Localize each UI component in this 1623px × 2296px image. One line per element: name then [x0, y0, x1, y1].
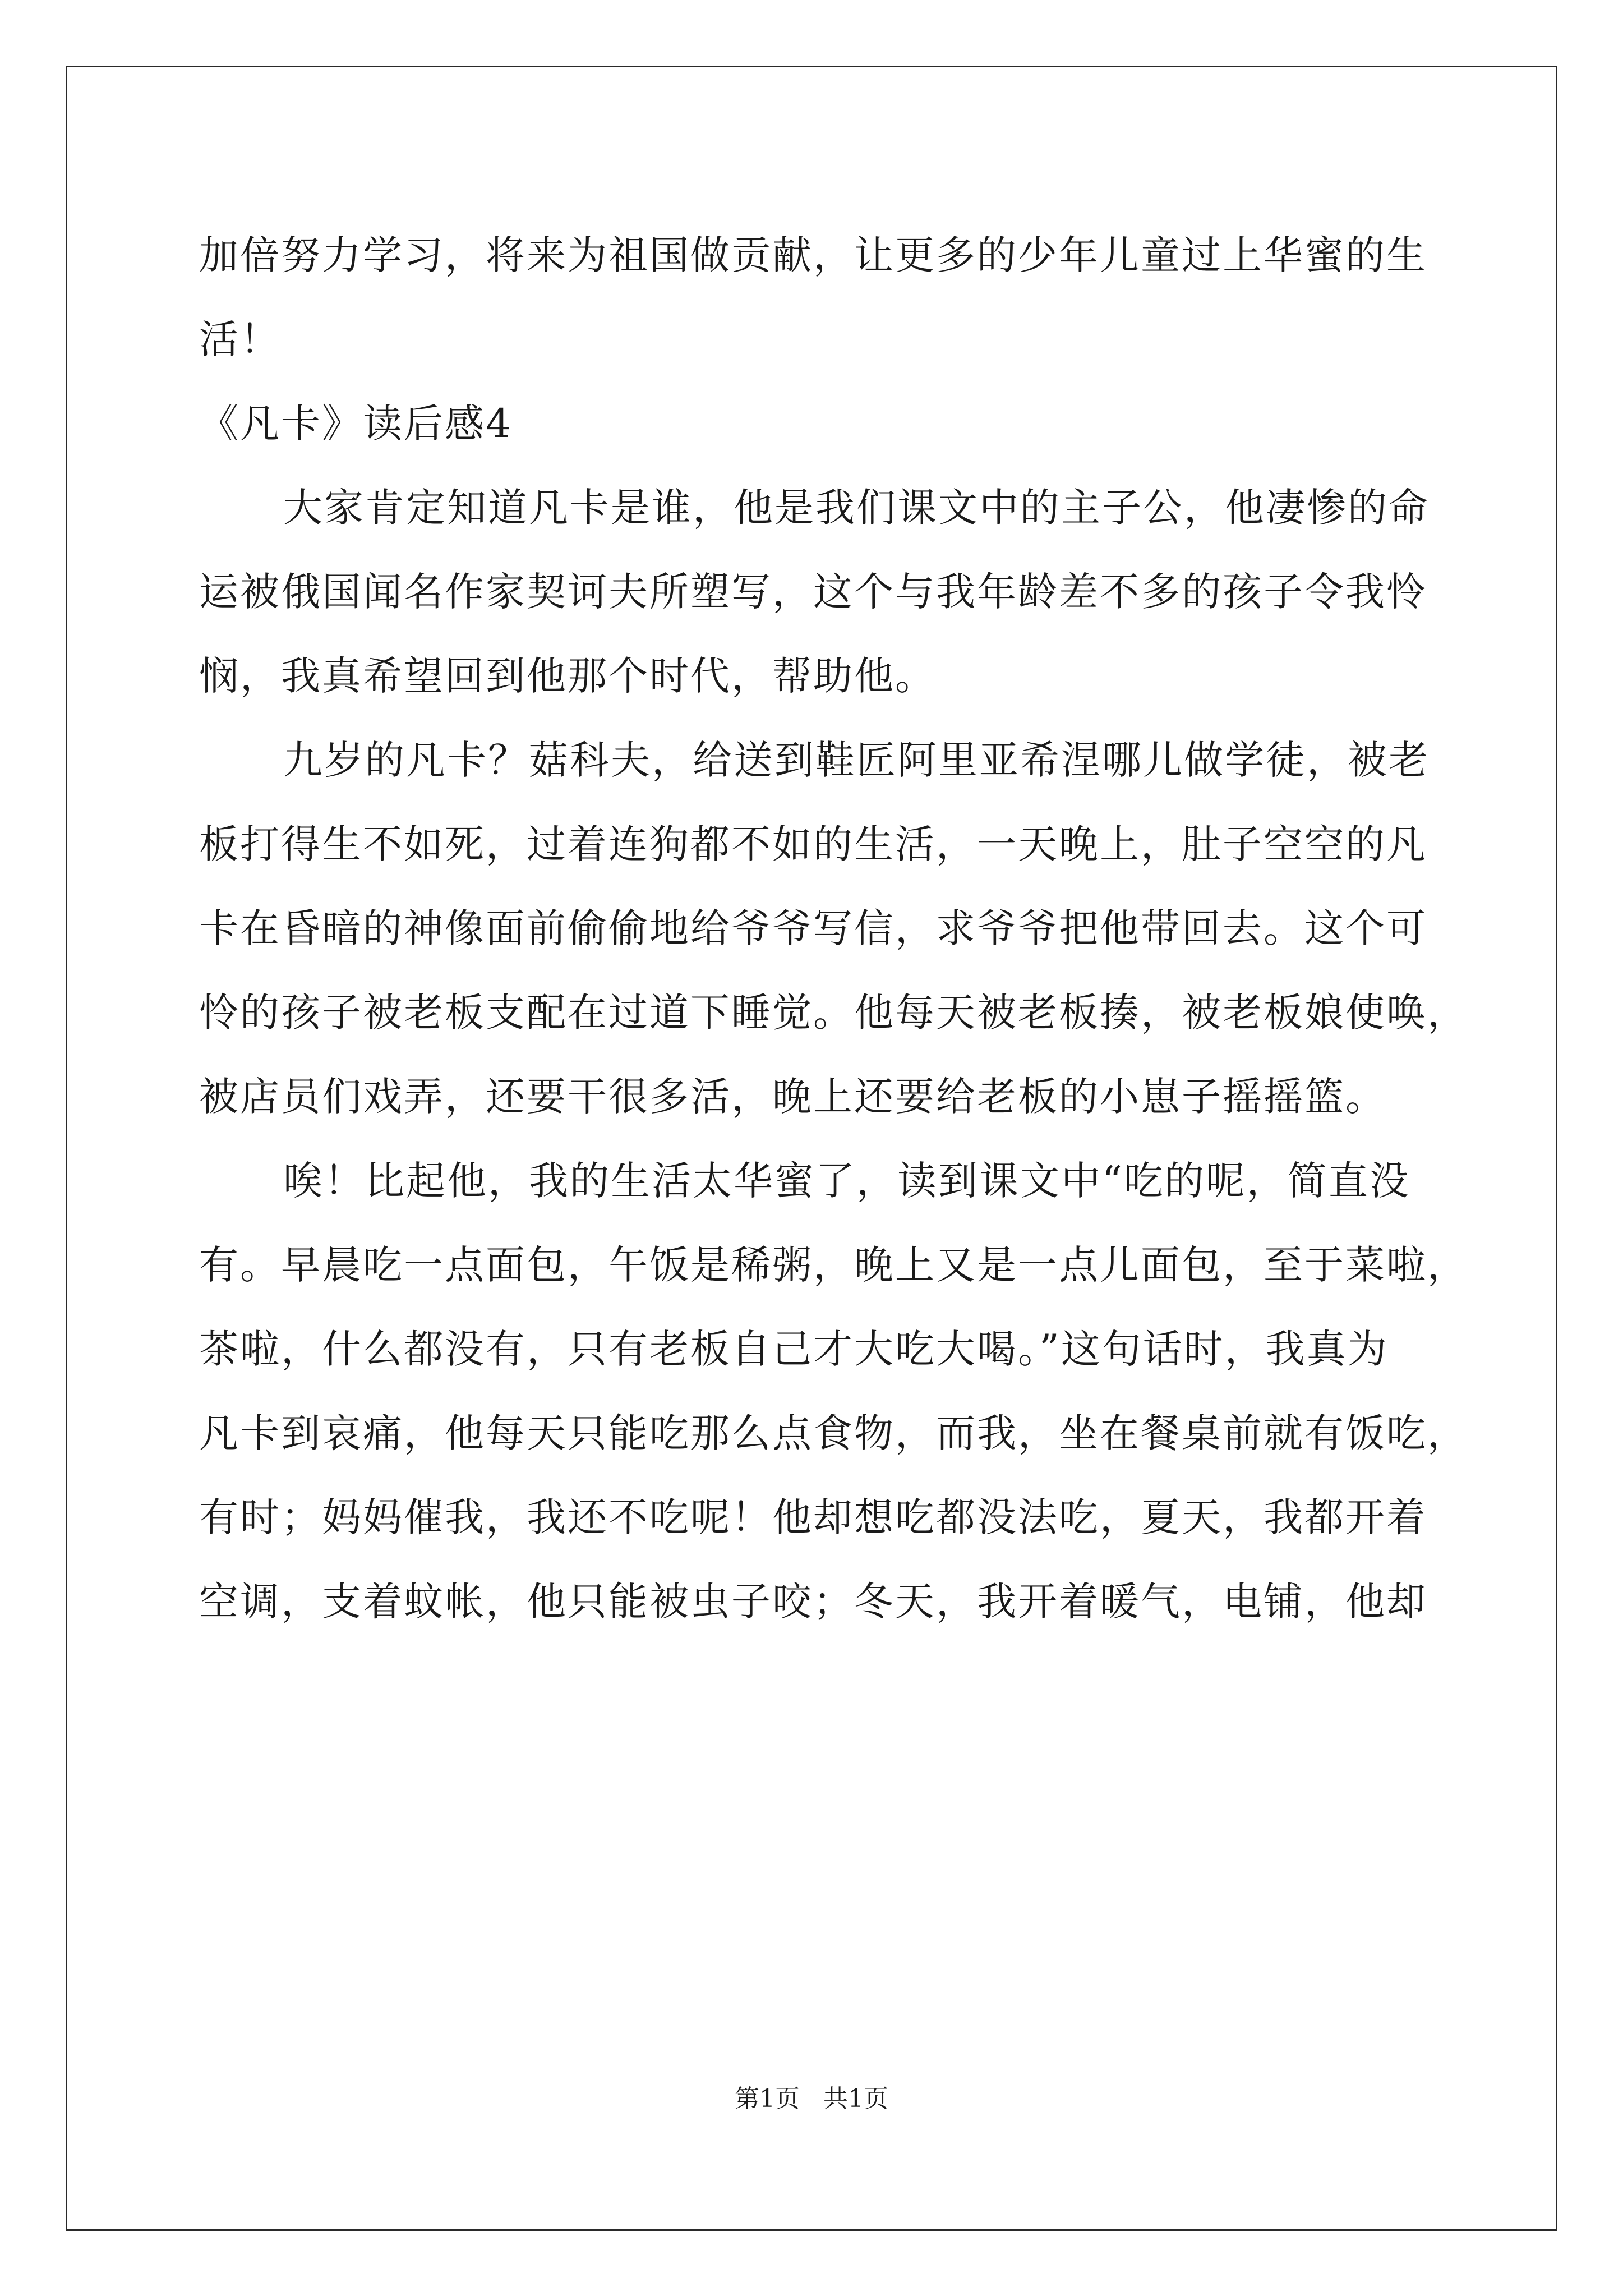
text-line: 空调，支着蚊帐，他只能被虫子咬；冬天，我开着暖气，电铺，他却 — [199, 1579, 1427, 1625]
document-body — [199, 213, 1468, 1644]
paragraph-first-line: 大家肯定知道凡卡是谁，他是我们课文中的主子公，他凄惨的命 — [283, 485, 1430, 531]
text-line: 被店员们戏弄，还要干很多活，晚上还要给老板的小崽子摇摇篮。 — [199, 1074, 1386, 1120]
text-line: 凡卡到哀痛，他每天只能吃那么点食物，而我，坐在餐桌前就有饭吃， — [199, 1410, 1468, 1456]
text-line: 板打得生不如死，过着连狗都不如的生活，一天晚上，肚子空空的凡 — [199, 821, 1427, 867]
section-heading: 《凡卡》读后感4 — [199, 401, 513, 447]
text-line: 加倍努力学习，将来为祖国做贡献，让更多的少年儿童过上华蜜的生 — [199, 232, 1427, 278]
text-line: 有。早晨吃一点面包，午饭是稀粥，晚上又是一点儿面包，至于菜啦， — [199, 1242, 1468, 1288]
text-line: 活！ — [199, 316, 281, 362]
paragraph-first-line: 九岁的凡卡？菇科夫，给送到鞋匠阿里亚希涅哪儿做学徒，被老 — [283, 737, 1430, 783]
text-line: 有时；妈妈催我，我还不吃呢！他却想吃都没法吃，夏天，我都开着 — [199, 1494, 1427, 1540]
text-line: 运被俄国闻名作家契诃夫所塑写，这个与我年龄差不多的孩子令我怜 — [199, 569, 1427, 615]
text-line: 悯，我真希望回到他那个时代，帮助他。 — [199, 653, 936, 699]
page-number-footer: 第1页 共1页 — [735, 2085, 888, 2113]
text-line: 怜的孩子被老板支配在过道下睡觉。他每天被老板揍，被老板娘使唤， — [199, 990, 1468, 1036]
text-line: 茶啦，什么都没有，只有老板自己才大吃大喝。”这句话时，我真为 — [199, 1326, 1389, 1372]
paragraph-first-line: 唉！比起他，我的生活太华蜜了，读到课文中“吃的呢，简直没 — [283, 1158, 1410, 1204]
text-line: 卡在昏暗的神像面前偷偷地给爷爷写信，求爷爷把他带回去。这个可 — [199, 905, 1427, 951]
